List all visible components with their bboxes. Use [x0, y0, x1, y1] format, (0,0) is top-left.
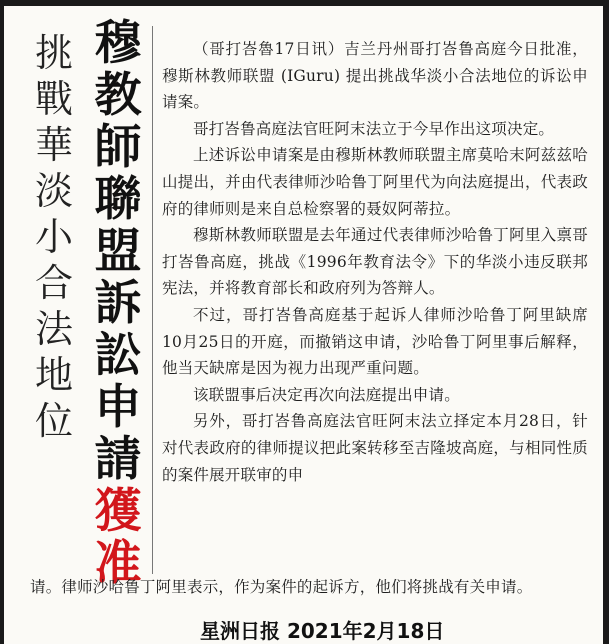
- subheadline: [30, 30, 78, 444]
- headline-char: 請: [94, 432, 142, 487]
- subheadline-char: 法: [34, 307, 73, 351]
- subheadline-char: 小: [34, 215, 73, 259]
- subheadline-char: 淡: [34, 169, 73, 213]
- article-tail: [30, 574, 590, 601]
- article-paragraph: 不过，哥打峇鲁高庭基于起诉人律师沙哈鲁丁阿里缺席10月25日的开庭，而撤销这申请，沙哈鲁丁阿里事后解释，他当天缺席是因为视力出现严重问题。: [162, 305, 588, 378]
- subheadline-char: 挑: [34, 31, 73, 75]
- subheadline-char: 位: [34, 399, 73, 443]
- column-divider: [152, 26, 153, 574]
- article-paragraph: 哥打峇鲁高庭法官旺阿末法立于今早作出这项决定。: [193, 119, 555, 138]
- article-paragraph: 穆斯林教师联盟是去年通过代表律师沙哈鲁丁阿里入禀哥打峇鲁高庭，挑战《1996年教育法令》下的华淡小违反联邦宪法，并将教育部长和政府列为答辩人。: [162, 226, 588, 298]
- headline-char: 申: [94, 380, 142, 435]
- article-paragraph: （哥打峇魯17日讯）吉兰丹州哥打峇鲁高庭今日批准，穆斯林教师联盟 (IGuru) 提出挑战华淡小合法地位的诉讼申请案。: [162, 40, 588, 112]
- subheadline-char: 地: [34, 353, 73, 397]
- headline-char: 師: [94, 120, 142, 175]
- subheadline-char: 戰: [34, 77, 73, 121]
- headline: [88, 18, 148, 590]
- headline-accent-char: 准: [94, 536, 142, 591]
- subheadline-char: 華: [34, 123, 73, 167]
- top-border: [0, 0, 609, 6]
- article-paragraph: 上述诉讼申请案是由穆斯林教师联盟主席莫哈末阿兹兹哈山提出，并由代表律师沙哈鲁丁阿里代为向法庭提出，代表政府的律师则是来自总检察署的聂奴阿蒂拉。: [162, 146, 588, 218]
- article-paragraph: 另外，哥打峇鲁高庭法官旺阿末法立择定本月28日，针对代表政府的律师提议把此案转移至吉隆坡高庭，与相同性质的案件展开联审的申: [162, 412, 588, 484]
- headline-char: 教: [94, 68, 142, 123]
- headline-char: 聯: [94, 172, 142, 227]
- headline-char: 盟: [94, 224, 142, 279]
- article-paragraph: 该联盟事后决定再次向法庭提出申请。: [193, 385, 460, 404]
- source-credit: 星洲日报 2021年2月18日: [200, 619, 445, 643]
- headline-accent-char: 獲: [94, 484, 142, 539]
- article-body: [162, 36, 588, 488]
- subheadline-char: 合: [34, 261, 73, 305]
- article-tail-text: 请。律师沙哈鲁丁阿里表示，作为案件的起诉方，他们将挑战有关申请。: [30, 578, 533, 596]
- left-border: [0, 0, 4, 644]
- headline-char: 穆: [94, 16, 142, 71]
- headline-char: 訟: [94, 328, 142, 383]
- headline-char: 訴: [94, 276, 142, 331]
- right-border: [603, 0, 609, 644]
